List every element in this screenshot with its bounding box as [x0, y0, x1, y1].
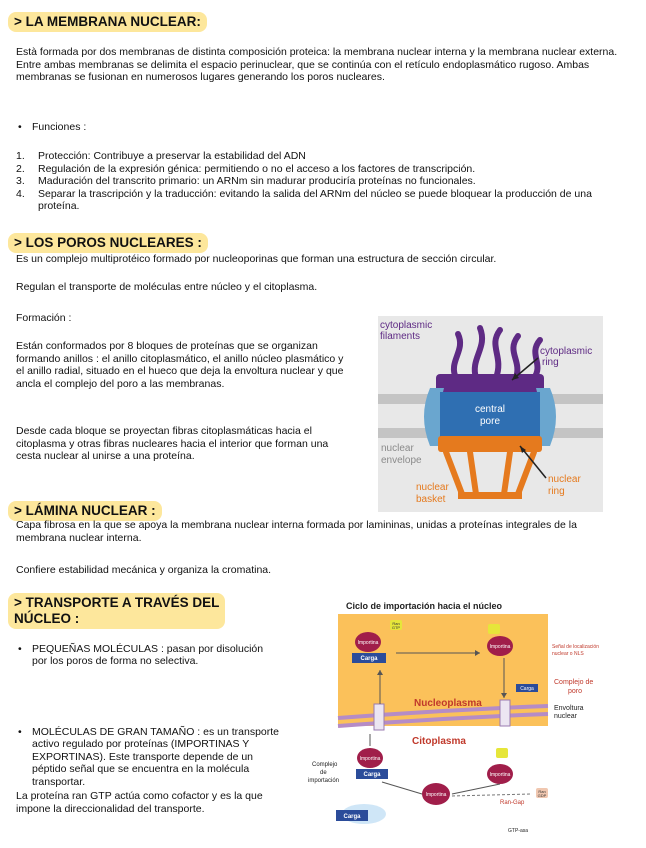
importina-cytoplasm-complex — [357, 748, 383, 768]
label-nuclear-basket: nuclear — [416, 482, 449, 493]
ran-gtp-paragraph: La proteína ran GTP actúa como cofactor y es la que impone la direccionalidad del transporte. — [16, 790, 263, 815]
carga-label-2: Carga — [363, 772, 381, 778]
carga-label-3: Carga — [343, 814, 361, 820]
svg-text:filaments: filaments — [380, 331, 421, 342]
pore-left — [374, 704, 384, 730]
svg-text:Importina: Importina — [425, 792, 447, 798]
membrana-intro: Està formada por dos membranas de distinta composición proteica: la membrana nuclear interna y la membrana nuclear externa. Entre ambas membranas se delimita el espacio perinuclear, que se continúa con el retículo endoplasmático rugoso. Ambas membranas se fusionan en numerosos lugares generando los poros nucleares. — [16, 46, 618, 83]
svg-text:Importina: Importina — [489, 772, 511, 778]
formation-paragraph-1: Están conformados por 8 bloques de proteínas que se organizan formando anillos : el anillo citoplasmático, el anillo núcleo plasmático y el anillo radial, situado en el hueco que deja la envoltura nuclear y que ancla el complejo del poro a las membranas. — [16, 340, 344, 390]
svg-text:Carga: Carga — [520, 686, 534, 692]
ran-gap-label: Ran-Gap — [500, 800, 525, 806]
svg-text:Importina: Importina — [357, 640, 379, 646]
envelope-inner-right — [550, 428, 603, 438]
bullet-large-molecules: • MOLÉCULAS DE GRAN TAMAÑO : es un transporte activo regulado por proteínas (IMPORTINAS Y EXPORTINAS). Este transporte depende de un péptido señal que se encuentra en la molécula transportar. — [16, 726, 284, 789]
section-header-poros: > LOS POROS NUCLEARES : — [8, 233, 208, 253]
svg-text:Ran: Ran — [538, 789, 546, 794]
svg-text:envelope: envelope — [381, 455, 422, 466]
basket-terminal-ring — [458, 492, 522, 499]
citoplasma-label: Citoplasma — [412, 736, 466, 747]
poros-intro-1: Es un complejo multiprotéico formado por nucleoporinas que forman una estructura de sección circular. — [16, 253, 497, 265]
function-item: 1. Protección: Contribuye a preservar la estabilidad del ADN — [16, 150, 306, 162]
svg-text:pore: pore — [479, 416, 501, 427]
envelope-outer-left — [378, 394, 430, 404]
svg-text:importación: importación — [308, 778, 340, 784]
formation-label: Formación : — [16, 312, 72, 324]
gtpasa-label: GTP-asa — [508, 828, 529, 834]
section-header-transporte: > TRANSPORTE A TRAVÉS DEL NÚCLEO : — [8, 593, 225, 629]
label-cytoplasmic-ring: cytoplasmic — [540, 346, 593, 357]
lamina-paragraph-1: Capa fibrosa en la que se apoya la membrana nuclear interna formada por lamininas, unidas a proteínas integrales de la membrana nuclear interna. — [16, 519, 577, 544]
lamina-paragraph-2: Confiere estabilidad mecánica y organiza la cromatina. — [16, 564, 272, 576]
label-nuclear-ring: nuclear — [548, 474, 581, 485]
svg-text:ring: ring — [542, 357, 559, 368]
poros-intro-2: Regulan el transporte de moléculas entre núcleo y el citoplasma. — [16, 281, 318, 293]
svg-text:Ran: Ran — [392, 621, 400, 626]
function-item: 3. Maduración del transcrito primario: un ARNm sin madurar produciría proteínas no funcionales. — [16, 175, 476, 187]
section-header-membrana: > LA MEMBRANA NUCLEAR: — [8, 12, 207, 32]
svg-text:Importina: Importina — [359, 756, 381, 762]
nucleoplasma-label: Nucleoplasma — [414, 698, 482, 709]
svg-text:Importina: Importina — [489, 644, 511, 650]
importina-free — [422, 783, 450, 805]
svg-text:nuclear o NLS: nuclear o NLS — [552, 651, 584, 657]
section-header-lamina: > LÁMINA NUCLEAR : — [8, 501, 162, 521]
svg-text:GDP: GDP — [537, 793, 547, 798]
svg-text:basket: basket — [416, 494, 446, 505]
envelope-outer-right — [550, 394, 603, 404]
svg-text:GTP: GTP — [391, 625, 401, 630]
svg-text:nuclear: nuclear — [554, 713, 577, 720]
import-cycle-diagram — [304, 598, 630, 838]
envelope-label: Envoltura — [554, 705, 584, 712]
functions-list — [16, 150, 626, 213]
pore-complex-label: Complejo de — [554, 679, 594, 686]
carga-label-1: Carga — [360, 656, 378, 662]
nuclear-ring — [438, 436, 542, 452]
envelope-inner-left — [378, 428, 430, 438]
import-complex-label: Complejo — [312, 762, 338, 768]
svg-text:de: de — [320, 770, 327, 776]
label-nuclear-envelope: nuclear — [381, 443, 414, 454]
importina-nucleus-2 — [487, 636, 513, 656]
label-cytoplasmic-filaments: cytoplasmic — [380, 320, 433, 331]
diagram-title: Ciclo de importación hacia el núcleo — [345, 601, 503, 611]
svg-text:poro: poro — [568, 688, 583, 695]
importina-nucleus-1 — [355, 632, 381, 652]
svg-text:ring: ring — [548, 486, 565, 497]
bullet-small-molecules: • PEQUEÑAS MOLÉCULAS : pasan por disolución por los poros de forma no selectiva. — [16, 643, 277, 668]
nuclear-pore-diagram — [378, 316, 603, 512]
nls-label: Señal de localización — [552, 644, 599, 650]
functions-label: • Funciones : — [16, 121, 646, 134]
function-item: 2. Regulación de la expresión génica: permitiendo o no el acceso a los factores de transcripción. — [16, 162, 476, 175]
importina-cytoplasm-2 — [487, 764, 513, 784]
label-central-pore: central — [474, 404, 506, 415]
function-item: 4. Separar la trascripción y la traducción: evitando la salida del ARNm del núcleo se puede bloquear la producción de una proteína. — [16, 187, 592, 212]
formation-paragraph-2: Desde cada bloque se proyectan fibras citoplasmáticas hacia el citoplasma y otras fibras nucleares hacia el interior que forman una cesta nuclear al unirse a una proteína. — [16, 425, 329, 462]
pore-right — [500, 700, 510, 726]
